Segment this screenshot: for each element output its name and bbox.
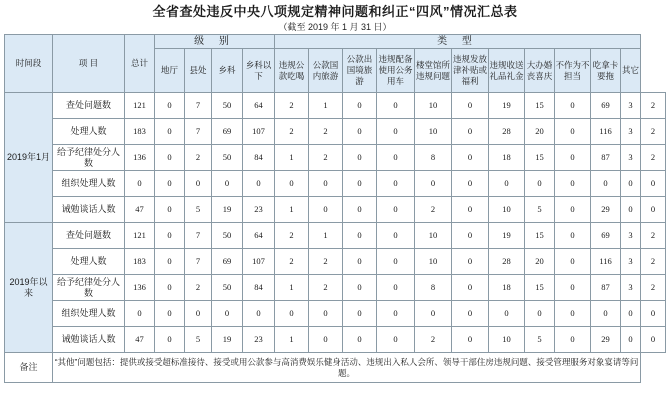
value-cell: 2	[641, 275, 666, 301]
value-cell: 1	[309, 223, 343, 249]
value-cell: 0	[343, 197, 377, 223]
value-cell: 2	[641, 93, 666, 119]
value-cell: 121	[125, 93, 155, 119]
value-cell: 136	[125, 275, 155, 301]
value-cell: 0	[555, 197, 591, 223]
value-cell: 50	[212, 275, 243, 301]
header-item: 项 目	[53, 35, 125, 93]
value-cell: 7	[185, 93, 212, 119]
value-cell: 15	[525, 275, 555, 301]
value-cell: 0	[309, 197, 343, 223]
value-cell: 183	[125, 249, 155, 275]
value-cell: 0	[343, 171, 377, 197]
table-row	[5, 145, 666, 171]
value-cell: 7	[185, 119, 212, 145]
value-cell: 0	[621, 171, 641, 197]
value-cell: 10	[415, 93, 452, 119]
value-cell: 0	[555, 249, 591, 275]
value-cell: 0	[275, 171, 309, 197]
value-cell: 0	[525, 171, 555, 197]
value-cell: 50	[212, 223, 243, 249]
value-cell: 2	[415, 197, 452, 223]
value-cell: 0	[377, 327, 415, 353]
value-cell: 0	[377, 119, 415, 145]
value-cell: 0	[155, 197, 185, 223]
value-cell: 0	[185, 171, 212, 197]
value-cell: 0	[452, 249, 489, 275]
value-cell: 29	[591, 327, 621, 353]
value-cell: 0	[155, 93, 185, 119]
value-cell: 0	[343, 275, 377, 301]
header-type-9: 吃拿卡要拖	[591, 49, 621, 93]
header-type-0: 违规公款吃喝	[275, 49, 309, 93]
period-cell: 2019年以来	[5, 223, 53, 353]
value-cell: 19	[489, 93, 525, 119]
value-cell: 0	[343, 93, 377, 119]
value-cell: 8	[415, 275, 452, 301]
page-title: 全省查处违反中央八项规定精神问题和纠正“四风”情况汇总表	[152, 4, 518, 19]
value-cell: 2	[275, 119, 309, 145]
value-cell: 10	[489, 327, 525, 353]
value-cell: 47	[125, 197, 155, 223]
value-cell: 2	[641, 145, 666, 171]
value-cell: 0	[155, 223, 185, 249]
value-cell: 69	[212, 119, 243, 145]
value-cell: 29	[591, 197, 621, 223]
value-cell: 1	[275, 275, 309, 301]
value-cell: 0	[525, 301, 555, 327]
item-cell: 给予纪律处分人数	[53, 275, 125, 301]
item-cell: 查处问题数	[53, 93, 125, 119]
value-cell: 0	[591, 301, 621, 327]
value-cell: 87	[591, 145, 621, 171]
header-type-1: 公款国内旅游	[309, 49, 343, 93]
value-cell: 18	[489, 145, 525, 171]
header-level-0: 地厅	[155, 49, 185, 93]
value-cell: 0	[555, 93, 591, 119]
value-cell: 0	[591, 171, 621, 197]
header-type-4: 楼堂馆所违规问题	[415, 49, 452, 93]
value-cell: 0	[155, 275, 185, 301]
item-cell: 处理人数	[53, 249, 125, 275]
header-type-group: 类 型	[275, 35, 641, 49]
value-cell: 0	[377, 171, 415, 197]
value-cell: 19	[489, 223, 525, 249]
value-cell: 0	[489, 171, 525, 197]
value-cell: 0	[155, 327, 185, 353]
value-cell: 0	[555, 119, 591, 145]
value-cell: 0	[155, 171, 185, 197]
table-row	[5, 223, 666, 249]
value-cell: 0	[415, 301, 452, 327]
item-cell: 处理人数	[53, 119, 125, 145]
value-cell: 15	[525, 93, 555, 119]
header-type-2: 公款出国境旅游	[343, 49, 377, 93]
value-cell: 23	[243, 327, 275, 353]
value-cell: 0	[275, 301, 309, 327]
item-cell: 诫勉谈话人数	[53, 197, 125, 223]
value-cell: 0	[621, 327, 641, 353]
value-cell: 0	[452, 197, 489, 223]
value-cell: 116	[591, 119, 621, 145]
value-cell: 0	[377, 93, 415, 119]
value-cell: 1	[275, 327, 309, 353]
header-level-2: 乡科	[212, 49, 243, 93]
value-cell: 10	[415, 249, 452, 275]
value-cell: 0	[555, 275, 591, 301]
value-cell: 10	[415, 119, 452, 145]
value-cell: 2	[275, 249, 309, 275]
value-cell: 3	[621, 119, 641, 145]
value-cell: 0	[555, 301, 591, 327]
value-cell: 0	[125, 301, 155, 327]
value-cell: 20	[525, 119, 555, 145]
value-cell: 0	[343, 119, 377, 145]
value-cell: 69	[212, 249, 243, 275]
value-cell: 2	[309, 275, 343, 301]
value-cell: 0	[309, 301, 343, 327]
value-cell: 19	[212, 327, 243, 353]
period-cell: 2019年1月	[5, 93, 53, 223]
value-cell: 8	[415, 145, 452, 171]
value-cell: 5	[185, 197, 212, 223]
value-cell: 0	[555, 145, 591, 171]
value-cell: 0	[452, 327, 489, 353]
value-cell: 0	[185, 301, 212, 327]
value-cell: 3	[621, 223, 641, 249]
value-cell: 28	[489, 119, 525, 145]
value-cell: 0	[155, 249, 185, 275]
value-cell: 2	[309, 119, 343, 145]
table-row	[5, 249, 666, 275]
value-cell: 20	[525, 249, 555, 275]
value-cell: 0	[155, 119, 185, 145]
value-cell: 0	[641, 171, 666, 197]
value-cell: 7	[185, 249, 212, 275]
value-cell: 69	[591, 93, 621, 119]
value-cell: 2	[641, 249, 666, 275]
value-cell: 2	[641, 223, 666, 249]
table-row	[5, 171, 666, 197]
value-cell: 0	[212, 171, 243, 197]
item-cell: 给予纪律处分人数	[53, 145, 125, 171]
header-type-5: 违规发放津补贴或福利	[452, 49, 489, 93]
value-cell: 0	[452, 171, 489, 197]
value-cell: 0	[343, 301, 377, 327]
value-cell: 3	[621, 275, 641, 301]
value-cell: 18	[489, 275, 525, 301]
value-cell: 0	[155, 145, 185, 171]
value-cell: 2	[641, 119, 666, 145]
value-cell: 23	[243, 197, 275, 223]
value-cell: 2	[309, 249, 343, 275]
value-cell: 107	[243, 249, 275, 275]
header-type-3: 违规配备使用公务用车	[377, 49, 415, 93]
value-cell: 0	[343, 249, 377, 275]
table-row	[5, 197, 666, 223]
value-cell: 1	[275, 145, 309, 171]
item-cell: 组织处理人数	[53, 171, 125, 197]
value-cell: 0	[621, 301, 641, 327]
value-cell: 1	[275, 197, 309, 223]
value-cell: 0	[452, 93, 489, 119]
header-total: 总计	[125, 35, 155, 93]
value-cell: 0	[243, 171, 275, 197]
value-cell: 47	[125, 327, 155, 353]
value-cell: 10	[489, 197, 525, 223]
table-row	[5, 301, 666, 327]
value-cell: 64	[243, 93, 275, 119]
value-cell: 0	[343, 145, 377, 171]
value-cell: 87	[591, 275, 621, 301]
page-subtitle: （截至 2019 年 1 月 31 日）	[278, 22, 392, 32]
table-row	[5, 275, 666, 301]
value-cell: 50	[212, 145, 243, 171]
table-row	[5, 327, 666, 353]
value-cell: 121	[125, 223, 155, 249]
value-cell: 0	[641, 301, 666, 327]
value-cell: 15	[525, 145, 555, 171]
value-cell: 0	[452, 145, 489, 171]
item-cell: 诫勉谈话人数	[53, 327, 125, 353]
value-cell: 116	[591, 249, 621, 275]
header-type-8: 不作为不担当	[555, 49, 591, 93]
header-period: 时间段	[5, 35, 53, 93]
value-cell: 107	[243, 119, 275, 145]
value-cell: 3	[621, 249, 641, 275]
value-cell: 0	[452, 223, 489, 249]
value-cell: 64	[243, 223, 275, 249]
value-cell: 84	[243, 145, 275, 171]
value-cell: 0	[641, 327, 666, 353]
value-cell: 0	[415, 171, 452, 197]
value-cell: 0	[489, 301, 525, 327]
header-type-10: 其它	[621, 49, 641, 93]
value-cell: 0	[309, 171, 343, 197]
value-cell: 183	[125, 119, 155, 145]
header-level-group: 级 别	[155, 35, 275, 49]
value-cell: 0	[125, 171, 155, 197]
value-cell: 69	[591, 223, 621, 249]
item-cell: 查处问题数	[53, 223, 125, 249]
value-cell: 7	[185, 223, 212, 249]
header-type-6: 违规收送礼品礼金	[489, 49, 525, 93]
value-cell: 2	[275, 93, 309, 119]
value-cell: 0	[555, 171, 591, 197]
note-row	[5, 353, 666, 383]
value-cell: 0	[377, 301, 415, 327]
value-cell: 0	[343, 327, 377, 353]
note-label: 备注	[5, 353, 53, 383]
value-cell: 2	[185, 275, 212, 301]
table-row	[5, 93, 666, 119]
value-cell: 1	[309, 93, 343, 119]
value-cell: 0	[377, 197, 415, 223]
value-cell: 0	[555, 327, 591, 353]
table-body	[5, 93, 666, 383]
value-cell: 0	[641, 197, 666, 223]
value-cell: 3	[621, 93, 641, 119]
value-cell: 2	[275, 223, 309, 249]
value-cell: 84	[243, 275, 275, 301]
table-row	[5, 119, 666, 145]
summary-table	[4, 34, 666, 383]
value-cell: 0	[377, 275, 415, 301]
value-cell: 0	[212, 301, 243, 327]
value-cell: 0	[377, 145, 415, 171]
value-cell: 0	[343, 223, 377, 249]
value-cell: 28	[489, 249, 525, 275]
value-cell: 0	[243, 301, 275, 327]
value-cell: 0	[377, 223, 415, 249]
value-cell: 136	[125, 145, 155, 171]
value-cell: 5	[525, 197, 555, 223]
value-cell: 2	[185, 145, 212, 171]
value-cell: 0	[377, 249, 415, 275]
value-cell: 0	[621, 197, 641, 223]
value-cell: 19	[212, 197, 243, 223]
value-cell: 5	[525, 327, 555, 353]
value-cell: 0	[555, 223, 591, 249]
value-cell: 0	[452, 301, 489, 327]
value-cell: 0	[452, 275, 489, 301]
value-cell: 3	[621, 145, 641, 171]
value-cell: 0	[452, 119, 489, 145]
value-cell: 50	[212, 93, 243, 119]
value-cell: 15	[525, 223, 555, 249]
value-cell: 5	[185, 327, 212, 353]
header-level-1: 县处	[185, 49, 212, 93]
item-cell: 组织处理人数	[53, 301, 125, 327]
header-level-3: 乡科以下	[243, 49, 275, 93]
value-cell: 2	[309, 145, 343, 171]
value-cell: 2	[415, 327, 452, 353]
note-text: “其他”问题包括：提供或接受超标准接待、接受或用公款参与高消费娱乐健身活动、违规出入私人会所、领导干部住房违规问题、接受管理服务对象宴请等问题。	[53, 353, 641, 383]
value-cell: 10	[415, 223, 452, 249]
header-type-7: 大办婚丧喜庆	[525, 49, 555, 93]
value-cell: 0	[155, 301, 185, 327]
value-cell: 0	[309, 327, 343, 353]
